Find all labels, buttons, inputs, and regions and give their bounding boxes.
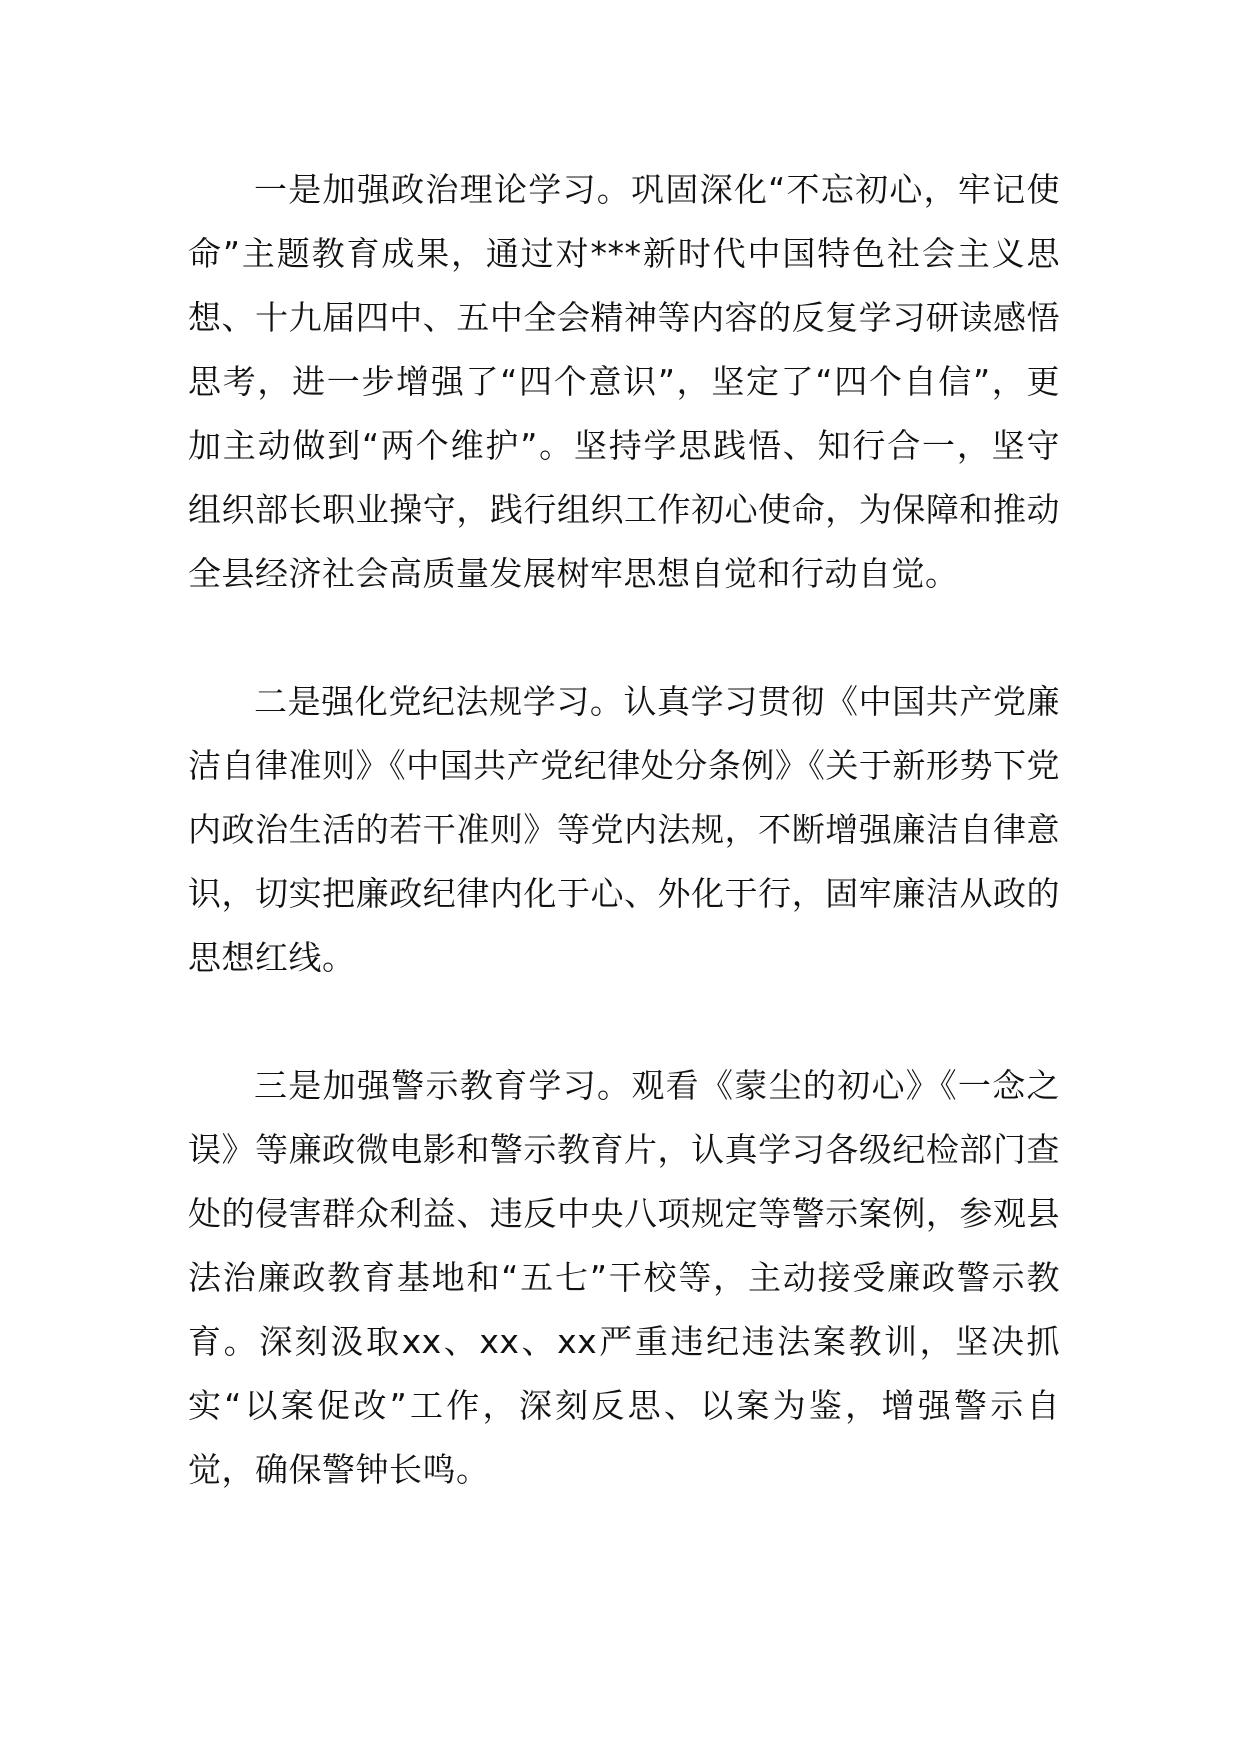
paragraph-warning-education-study: 三是加强警示教育学习。观看《蒙尘的初心》《一念之误》等廉政微电影和警示教育片，认真学习各级纪检部门查处的侵害群众利益、违反中央八项规定等警示案例，参观县法治廉政教育基地和“五七”干校等，主动接受廉政警示教育。深刻汲取xx、xx、xx严重违纪违法案教训，坚决抓实“以案促改”工作，深刻反思、以案为鉴，增强警示自觉，确保警钟长鸣。	[188, 1066, 1060, 1489]
paragraph-political-theory-study: 一是加强政治理论学习。巩固深化“不忘初心，牢记使命”主题教育成果，通过对***新时代中国特色社会主义思想、十九届四中、五中全会精神等内容的反复学习研读感悟思考，进一步增强了“四个意识”，坚定了“四个自信”，更加主动做到“两个维护”。坚持学思践悟、知行合一，坚守组织部长职业操守，践行组织工作初心使命，为保障和推动全县经济社会高质量发展树牢思想自觉和行动自觉。	[188, 170, 1060, 593]
document-body	[188, 158, 1060, 1502]
paragraph-party-discipline-study: 二是强化党纪法规学习。认真学习贯彻《中国共产党廉洁自律准则》《中国共产党纪律处分条例》《关于新形势下党内政治生活的若干准则》等党内法规，不断增强廉洁自律意识，切实把廉政纪律内化于心、外化于行，固牢廉洁从政的思想红线。	[188, 682, 1060, 977]
